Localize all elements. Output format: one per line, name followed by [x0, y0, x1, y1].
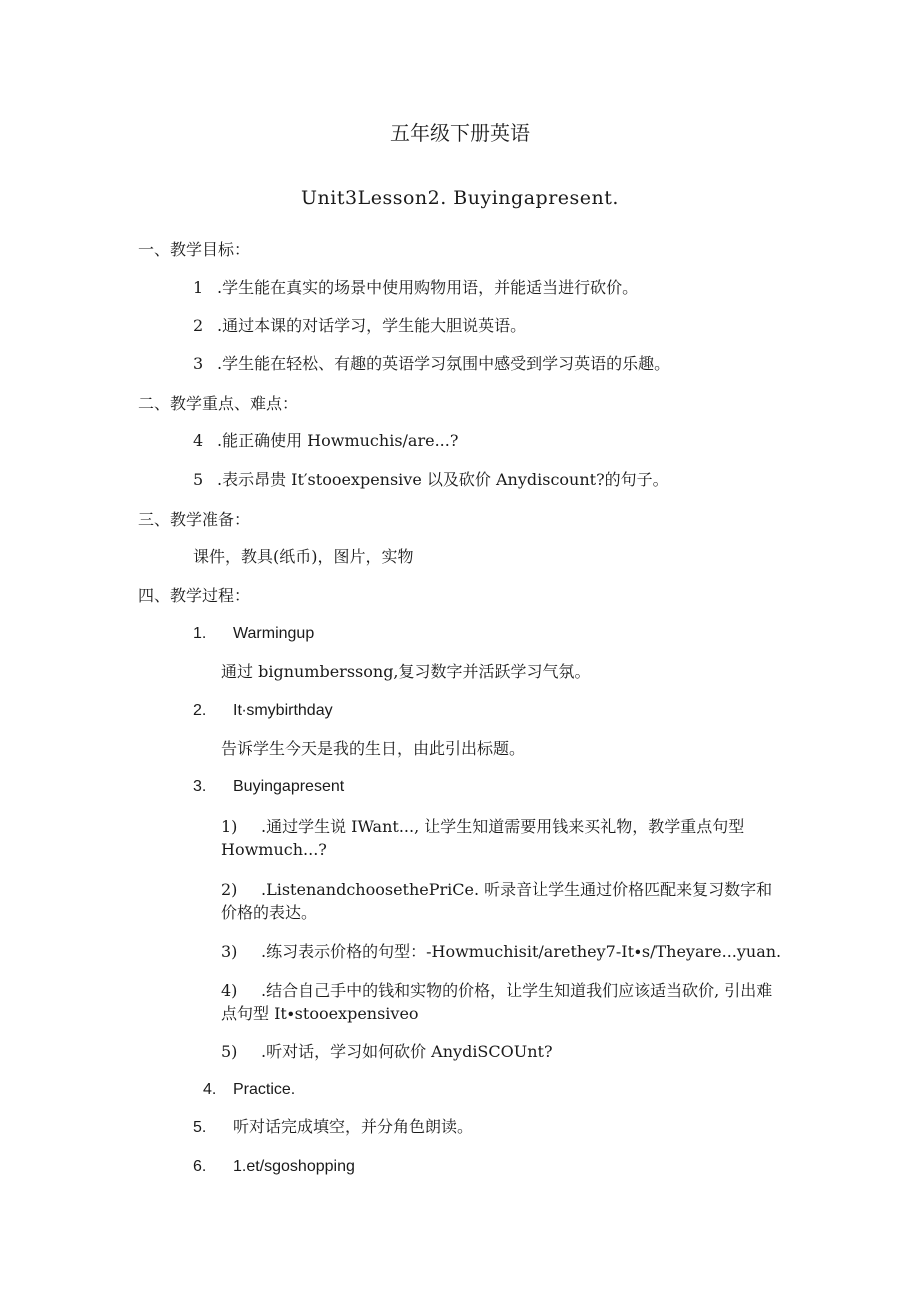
- process-step-label: Warmingup: [233, 625, 315, 642]
- goal-item-number: 2: [193, 316, 204, 335]
- process-substep-number: 2): [221, 880, 238, 899]
- process-substep-text: .结合自己手中的钱和实物的价格，让学生知道我们应该适当砍价, 引出难点句型 It∙stooexpensiveo: [221, 981, 773, 1024]
- page-title: 五年级下册英语: [390, 121, 530, 145]
- process-step-label: Practice.: [233, 1081, 296, 1098]
- keypoint-item-number: 4: [193, 431, 204, 450]
- keypoint-item: [193, 468, 669, 492]
- process-substep-number: 3): [221, 942, 238, 961]
- process-substep: [221, 1040, 553, 1064]
- process-substep: [221, 815, 781, 861]
- goal-item: [193, 352, 670, 376]
- process-step-number: 2.: [193, 702, 207, 719]
- process-step-label: Buyingapresent: [233, 778, 345, 795]
- process-step: [193, 622, 314, 646]
- process-substep-number: 4): [221, 981, 238, 1000]
- process-step: [193, 699, 333, 723]
- process-substep-number: 1): [221, 817, 238, 836]
- page-subtitle: Unit3Lesson2. Buyingapresent.: [301, 187, 619, 209]
- process-step-note: 通过 bignumberssong,复习数字并活跃学习气氛。: [221, 662, 591, 681]
- prep-materials: 课件，教具(纸币)，图片，实物: [193, 547, 414, 566]
- process-substep-text: .通过学生说 IWant..., 让学生知道需要用钱来买礼物，教学重点句型 Howmuch...?: [221, 817, 745, 860]
- keypoint-item-text: .表示昂贵 It′stooexpensive 以及砍价 Anydiscount?的句子。: [217, 470, 669, 489]
- process-step-number: 1.: [193, 625, 207, 642]
- section-heading-process: 四、教学过程：: [138, 586, 251, 605]
- process-substep-number: 5): [221, 1042, 238, 1061]
- goal-item-text: .学生能在轻松、有趣的英语学习氛围中感受到学习英语的乐趣。: [217, 354, 671, 373]
- goal-item-number: 1: [193, 278, 204, 297]
- process-substep-text: .ListenandchoosethePriCe. 听录音让学生通过价格匹配来复习数字和价格的表达。: [221, 880, 773, 923]
- section-heading-goals: 一、教学目标：: [138, 240, 251, 259]
- process-step-number: 5.: [193, 1119, 207, 1136]
- process-step-number: 3.: [193, 778, 207, 795]
- keypoint-item: [193, 429, 458, 453]
- process-step-label: 听对话完成填空，并分角色朗读。: [233, 1117, 474, 1136]
- section-heading-prep: 三、教学准备：: [138, 510, 251, 529]
- goal-item-text: .学生能在真实的场景中使用购物用语，并能适当进行砍价。: [217, 278, 639, 297]
- process-step-number: 6.: [193, 1158, 207, 1175]
- section-heading-keypoints: 二、教学重点、难点：: [138, 394, 299, 413]
- goal-item-text: .通过本课的对话学习，学生能大胆说英语。: [217, 316, 527, 335]
- goal-item: [193, 314, 526, 338]
- process-step-note: 告诉学生今天是我的生日，由此引出标题。: [221, 739, 526, 758]
- process-substep: [221, 979, 781, 1025]
- process-step-label: 1.et/sgoshopping: [233, 1158, 355, 1175]
- process-step: [193, 775, 344, 799]
- goal-item-number: 3: [193, 354, 204, 373]
- process-substep: [221, 878, 781, 924]
- process-step: [193, 1115, 473, 1140]
- process-step: [193, 1155, 355, 1179]
- goal-item: [193, 276, 638, 300]
- process-step-number: 4.: [203, 1081, 217, 1098]
- process-step: [203, 1078, 295, 1102]
- keypoint-item-number: 5: [193, 470, 204, 489]
- process-step-label: It∙smybirthday: [233, 702, 333, 719]
- process-substep: [221, 940, 781, 964]
- process-substep-text: .听对话，学习如何砍价 AnydiSCOUnt?: [261, 1042, 553, 1061]
- process-substep-text: .练习表示价格的句型：-Howmuchisit/arethey7-It∙s∕Theyare...yuan.: [261, 942, 782, 961]
- keypoint-item-text: .能正确使用 Howmuchis∕are...?: [217, 431, 459, 450]
